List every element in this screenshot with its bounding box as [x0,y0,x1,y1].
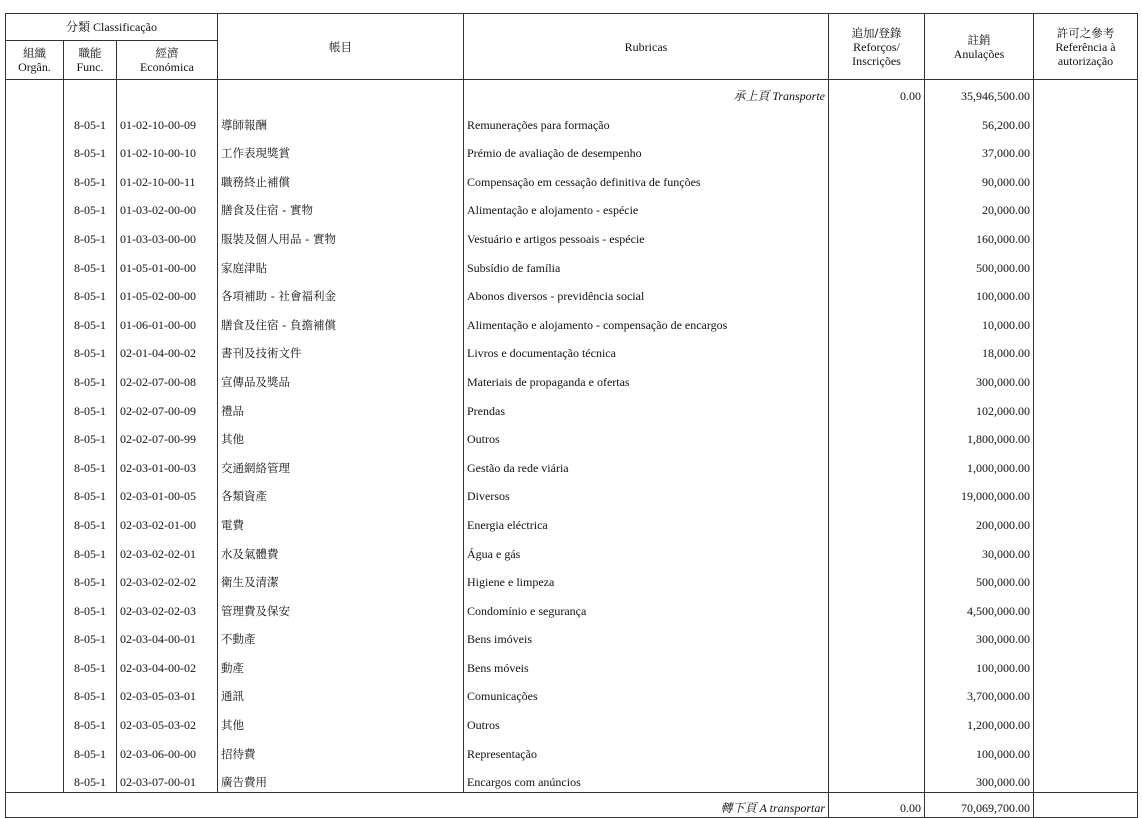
reference-cell [1034,392,1138,421]
reference-cell [1034,249,1138,278]
cancellation-amount: 200,000.00 [925,506,1034,535]
cancellation-amount: 30,000.00 [925,535,1034,564]
func-code: 8-05-1 [64,506,117,535]
func-pt: Func. [76,60,104,74]
account-zh: 動產 [218,649,464,678]
account-zh: 水及氣體費 [218,535,464,564]
reinforcements-cell [829,449,925,478]
table-row [6,449,1138,478]
carry-out-cancellations: 70,069,700.00 [925,793,1034,818]
func-code: 8-05-1 [64,449,117,478]
rubricas-header: Rubricas [464,14,829,80]
cancellations-zh: 註銷 [967,32,991,47]
func-code: 8-05-1 [64,220,117,249]
organ-cell [6,392,64,421]
reinforcements-cell [829,278,925,307]
cancellation-amount: 300,000.00 [925,363,1034,392]
func-code: 8-05-1 [64,764,117,793]
reinforcements-cell [829,363,925,392]
rubrica-pt: Comunicações [464,678,829,707]
cancellation-amount: 100,000.00 [925,735,1034,764]
reinforcements-cell [829,335,925,364]
rubrica-pt: Prendas [464,392,829,421]
econ-header [117,41,218,80]
organ-cell [6,278,64,307]
econ-code: 01-02-10-00-10 [117,135,218,164]
table-row [6,706,1138,735]
reference-cell [1034,678,1138,707]
reference-header [1034,14,1138,80]
rubrica-pt: Higiene e limpeza [464,564,829,593]
account-zh: 廣告費用 [218,764,464,793]
carry-out-reference [1034,793,1138,818]
reinforcements-cell [829,649,925,678]
account-zh: 膳食及住宿 - 實物 [218,192,464,221]
func-code: 8-05-1 [64,478,117,507]
table-row [6,249,1138,278]
func-code: 8-05-1 [64,335,117,364]
reinforcements-cell [829,306,925,335]
cancellation-amount: 19,000,000.00 [925,478,1034,507]
reference-cell [1034,363,1138,392]
reference-cell [1034,649,1138,678]
table-row [6,306,1138,335]
reinforcements-zh: 追加/登錄 [851,25,902,40]
reinforcements-cell [829,592,925,621]
econ-code: 02-03-07-00-01 [117,764,218,793]
cancellation-amount: 300,000.00 [925,621,1034,650]
organ-header [6,41,64,80]
table-row [6,392,1138,421]
econ-code: 02-03-01-00-03 [117,449,218,478]
rubrica-pt: Remunerações para formação [464,106,829,135]
account-zh-header: 帳目 [218,14,464,80]
cancellation-amount: 100,000.00 [925,649,1034,678]
carry-out-reinforcements: 0.00 [829,793,925,818]
rubrica-pt: Prémio de avaliação de desempenho [464,135,829,164]
econ-code: 02-02-07-00-99 [117,421,218,450]
table-row [6,363,1138,392]
econ-code: 01-06-01-00-00 [117,306,218,335]
table-row [6,592,1138,621]
func-code: 8-05-1 [64,392,117,421]
reinforcements-cell [829,506,925,535]
reference-cell [1034,106,1138,135]
func-code: 8-05-1 [64,249,117,278]
reference-pt1: Referência à [1055,39,1116,54]
cancellation-amount: 3,700,000.00 [925,678,1034,707]
organ-cell [6,363,64,392]
table-row [6,421,1138,450]
account-zh: 導師報酬 [218,106,464,135]
reference-cell [1034,621,1138,650]
organ-zh: 組織 [23,46,46,60]
func-code: 8-05-1 [64,363,117,392]
func-zh: 職能 [78,46,102,60]
func-code: 8-05-1 [64,306,117,335]
organ-cell [6,306,64,335]
reinforcements-cell [829,535,925,564]
cancellation-amount: 300,000.00 [925,764,1034,793]
account-zh: 其他 [218,706,464,735]
func-code: 8-05-1 [64,592,117,621]
table-row [6,506,1138,535]
reinforcements-cell [829,163,925,192]
reinforcements-cell [829,192,925,221]
func-code: 8-05-1 [64,106,117,135]
reference-cell [1034,449,1138,478]
rubrica-pt: Diversos [464,478,829,507]
rubrica-pt: Condomínio e segurança [464,592,829,621]
reference-zh: 許可之參考 [1056,25,1115,40]
econ-code: 02-03-02-02-02 [117,564,218,593]
reference-cell [1034,564,1138,593]
organ-cell [6,564,64,593]
rubrica-pt: Outros [464,706,829,735]
account-zh: 各類資產 [218,478,464,507]
func-code: 8-05-1 [64,621,117,650]
reference-cell [1034,592,1138,621]
rubrica-pt: Representação [464,735,829,764]
econ-code: 02-03-02-01-00 [117,506,218,535]
reinforcements-cell [829,706,925,735]
account-zh: 交通網絡管理 [218,449,464,478]
rubrica-pt: Abonos diversos - previdência social [464,278,829,307]
carry-in-reinforcements: 0.00 [829,80,925,107]
cancellation-amount: 10,000.00 [925,306,1034,335]
table-row [6,478,1138,507]
organ-cell [6,192,64,221]
account-zh: 宣傳品及獎品 [218,363,464,392]
rubrica-pt: Subsídio de família [464,249,829,278]
reference-cell [1034,706,1138,735]
reinforcements-cell [829,621,925,650]
cancellation-amount: 37,000.00 [925,135,1034,164]
account-zh: 膳食及住宿 - 負擔補償 [218,306,464,335]
func-code: 8-05-1 [64,135,117,164]
cancellation-amount: 4,500,000.00 [925,592,1034,621]
table-row [6,192,1138,221]
account-zh: 通訊 [218,678,464,707]
econ-code: 02-02-07-00-08 [117,363,218,392]
func-code: 8-05-1 [64,564,117,593]
organ-cell [6,220,64,249]
organ-cell [6,678,64,707]
account-zh: 管理費及保安 [218,592,464,621]
econ-code: 02-03-02-02-03 [117,592,218,621]
econ-code: 02-03-02-02-01 [117,535,218,564]
reference-cell [1034,735,1138,764]
reference-cell [1034,278,1138,307]
cancellation-amount: 56,200.00 [925,106,1034,135]
account-zh: 家庭津貼 [218,249,464,278]
reference-cell [1034,764,1138,793]
rubrica-pt: Bens móveis [464,649,829,678]
reference-cell [1034,192,1138,221]
table-row [6,135,1138,164]
reference-cell [1034,306,1138,335]
table-row [6,535,1138,564]
econ-code: 02-03-04-00-01 [117,621,218,650]
rubrica-pt: Compensação em cessação definitiva de funções [464,163,829,192]
reference-cell [1034,335,1138,364]
organ-cell [6,735,64,764]
func-code: 8-05-1 [64,649,117,678]
organ-cell [6,649,64,678]
econ-code: 02-03-06-00-00 [117,735,218,764]
organ-cell [6,135,64,164]
cancellation-amount: 160,000.00 [925,220,1034,249]
rubrica-pt: Vestuário e artigos pessoais - espécie [464,220,829,249]
account-zh: 書刊及技術文件 [218,335,464,364]
econ-pt: Económica [140,60,194,74]
account-zh: 禮品 [218,392,464,421]
econ-code: 01-03-02-00-00 [117,192,218,221]
func-code: 8-05-1 [64,678,117,707]
cancellation-amount: 100,000.00 [925,278,1034,307]
table-row [6,335,1138,364]
econ-code: 01-02-10-00-11 [117,163,218,192]
reinforcements-cell [829,678,925,707]
econ-code: 02-03-04-00-02 [117,649,218,678]
rubrica-pt: Encargos com anúncios [464,764,829,793]
rubrica-pt: Bens imóveis [464,621,829,650]
reference-cell [1034,220,1138,249]
reinforcements-cell [829,735,925,764]
account-zh: 各項補助 - 社會福利金 [218,278,464,307]
account-zh: 服裝及個人用品 - 實物 [218,220,464,249]
rubrica-pt: Materiais de propaganda e ofertas [464,363,829,392]
econ-code: 02-01-04-00-02 [117,335,218,364]
econ-zh: 經濟 [155,46,179,60]
table-row [6,621,1138,650]
carry-out-row [6,793,1138,818]
organ-cell [6,421,64,450]
organ-cell [6,764,64,793]
cancellation-amount: 102,000.00 [925,392,1034,421]
cancellation-amount: 1,200,000.00 [925,706,1034,735]
rubrica-pt: Outros [464,421,829,450]
reference-cell [1034,535,1138,564]
cancellation-amount: 18,000.00 [925,335,1034,364]
reference-pt2: autorização [1057,53,1114,68]
table-row [6,649,1138,678]
cancellations-header [925,14,1034,80]
organ-cell [6,249,64,278]
rubrica-pt: Alimentação e alojamento - espécie [464,192,829,221]
account-zh: 招待費 [218,735,464,764]
table-row [6,564,1138,593]
reinforcements-cell [829,564,925,593]
econ-code: 02-03-05-03-02 [117,706,218,735]
organ-cell [6,449,64,478]
func-code: 8-05-1 [64,706,117,735]
econ-code: 02-02-07-00-09 [117,392,218,421]
table-row [6,106,1138,135]
rubrica-pt: Gestão da rede viária [464,449,829,478]
cancellation-amount: 500,000.00 [925,249,1034,278]
classification-header: 分類 Classificação [6,14,218,41]
carry-in-label: 承上頁 Transporte [464,80,829,107]
table-row [6,735,1138,764]
reinforcements-cell [829,220,925,249]
account-zh: 工作表現獎賞 [218,135,464,164]
func-code: 8-05-1 [64,192,117,221]
cancellations-pt: Anulações [953,46,1005,61]
reference-cell [1034,421,1138,450]
organ-cell [6,592,64,621]
reinforcements-cell [829,764,925,793]
cancellation-amount: 500,000.00 [925,564,1034,593]
rubrica-pt: Energia eléctrica [464,506,829,535]
organ-cell [6,506,64,535]
func-code: 8-05-1 [64,278,117,307]
rubrica-pt: Água e gás [464,535,829,564]
table-row [6,278,1138,307]
organ-cell [6,163,64,192]
reference-cell [1034,163,1138,192]
rubrica-pt: Livros e documentação técnica [464,335,829,364]
account-zh: 電費 [218,506,464,535]
func-code: 8-05-1 [64,735,117,764]
cancellation-amount: 90,000.00 [925,163,1034,192]
carry-out-label: 轉下頁 A transportar [6,793,829,818]
cancellation-amount: 20,000.00 [925,192,1034,221]
reinforcements-header [829,14,925,80]
reinforcements-cell [829,135,925,164]
carry-in-row [6,80,1138,107]
func-code: 8-05-1 [64,163,117,192]
reference-cell [1034,478,1138,507]
organ-cell [6,535,64,564]
table-row [6,764,1138,793]
func-code: 8-05-1 [64,535,117,564]
organ-cell [6,106,64,135]
econ-code: 01-05-02-00-00 [117,278,218,307]
reinforcements-cell [829,392,925,421]
table-row [6,678,1138,707]
econ-code: 01-02-10-00-09 [117,106,218,135]
table-row [6,220,1138,249]
reference-cell [1034,135,1138,164]
organ-cell [6,621,64,650]
budget-table [5,13,1138,818]
table-row [6,163,1138,192]
organ-cell [6,335,64,364]
carry-in-cancellations: 35,946,500.00 [925,80,1034,107]
organ-cell [6,478,64,507]
account-zh: 不動產 [218,621,464,650]
func-code: 8-05-1 [64,421,117,450]
reinforcements-pt2: Inscrições [852,53,901,68]
reinforcements-pt1: Reforços/ [853,39,900,54]
reference-cell [1034,506,1138,535]
cancellation-amount: 1,800,000.00 [925,421,1034,450]
reinforcements-cell [829,478,925,507]
account-zh: 其他 [218,421,464,450]
organ-cell [6,706,64,735]
account-zh: 職務終止補償 [218,163,464,192]
reinforcements-cell [829,421,925,450]
func-header [64,41,117,80]
econ-code: 01-03-03-00-00 [117,220,218,249]
reinforcements-cell [829,249,925,278]
reinforcements-cell [829,106,925,135]
econ-code: 01-05-01-00-00 [117,249,218,278]
econ-code: 02-03-01-00-05 [117,478,218,507]
organ-pt: Orgân. [18,60,51,74]
rubrica-pt: Alimentação e alojamento - compensação de encargos [464,306,829,335]
cancellation-amount: 1,000,000.00 [925,449,1034,478]
econ-code: 02-03-05-03-01 [117,678,218,707]
account-zh: 衛生及清潔 [218,564,464,593]
